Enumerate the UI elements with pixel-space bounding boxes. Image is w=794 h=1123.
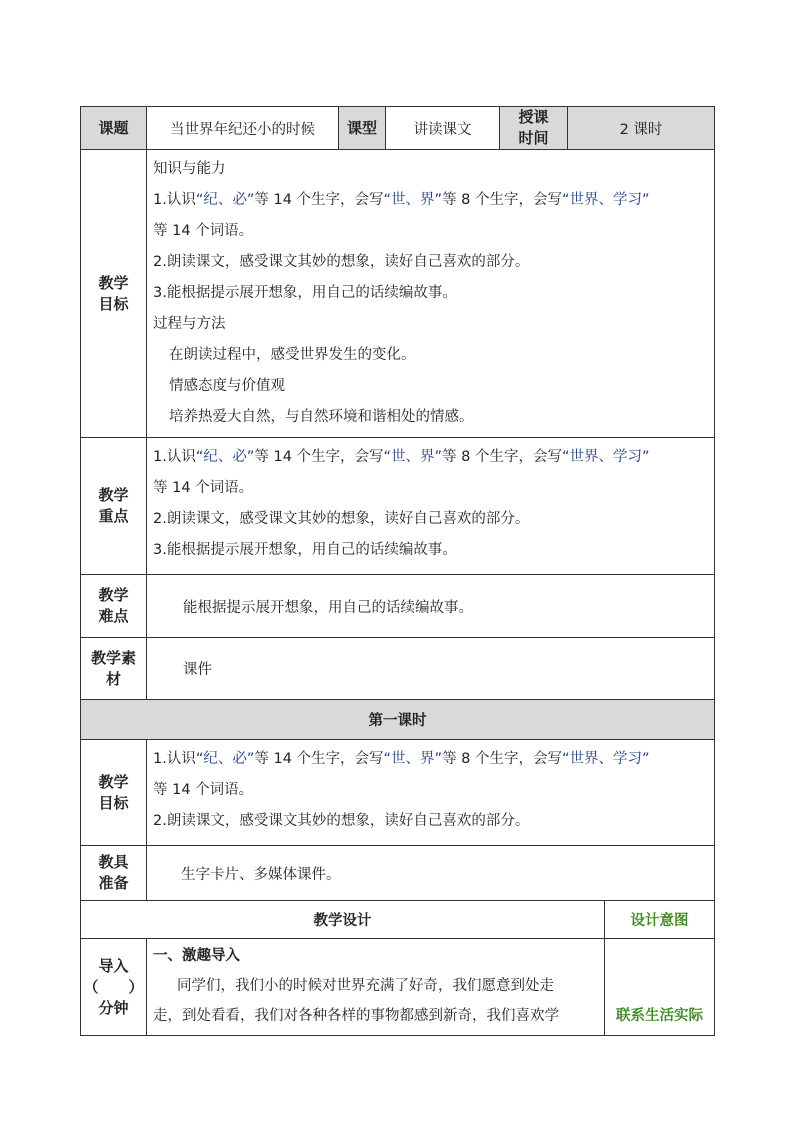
key-points-label-line2: 重点 xyxy=(98,507,129,525)
intent-text: 联系生活实际 xyxy=(605,939,715,1036)
key-points-label xyxy=(81,438,147,575)
goals-row xyxy=(81,150,715,438)
lesson1-item-1-b: “纪、必” xyxy=(195,751,255,767)
goal-item-2: 2.朗读课文，感受课文其妙的想象，读好自己喜欢的部分。 xyxy=(153,254,530,270)
lesson1-item-1-c: 等 14 个生字，会写 xyxy=(254,751,384,767)
key-item-1-c: 等 14 个生字，会写 xyxy=(254,449,384,465)
goal-item-1-c: 等 14 个生字，会写 xyxy=(254,192,384,208)
intro-label xyxy=(81,939,147,1036)
type-label: 课型 xyxy=(339,107,386,150)
tools-label xyxy=(81,846,147,901)
difficulty-label-line2: 难点 xyxy=(98,607,129,625)
key-item-1-b: “纪、必” xyxy=(195,449,255,465)
key-item-1-e: 等 8 个生字，会写 xyxy=(442,449,563,465)
intro-para-line2: 走，到处看看，我们对各种各样的事物都感到新奇，我们喜欢学 xyxy=(153,1008,559,1024)
time-label-line2: 时间 xyxy=(518,129,549,147)
time-label-line1: 授课 xyxy=(518,108,549,126)
materials-label-line2: 材 xyxy=(105,669,121,688)
lesson1-goals-row xyxy=(81,740,715,846)
time-value: 2 课时 xyxy=(568,107,715,150)
time-label xyxy=(500,107,568,150)
tools-label-line2: 准备 xyxy=(98,874,129,892)
lesson1-goals-label xyxy=(81,740,147,846)
goal-item-3: 3.能根据提示展开想象，用自己的话续编故事。 xyxy=(153,285,457,301)
goal-item-1-a: 1.认识 xyxy=(153,192,196,208)
difficulty-label xyxy=(81,575,147,638)
emotion-heading: 情感态度与价值观 xyxy=(169,378,285,394)
lesson1-item-1 xyxy=(153,744,714,775)
process-text: 在朗读过程中，感受世界发生的变化。 xyxy=(169,347,416,363)
intro-para-line1: 同学们，我们小的时候对世界充满了好奇，我们愿意到处走 xyxy=(177,978,554,994)
lesson1-item-1-a: 1.认识 xyxy=(153,751,196,767)
lesson1-item-1-d: “世、界” xyxy=(383,751,443,767)
goals-content xyxy=(147,150,715,438)
lesson1-heading: 第一课时 xyxy=(81,700,715,740)
key-points-content xyxy=(147,438,715,575)
knowledge-heading: 知识与能力 xyxy=(153,161,226,177)
key-item-3: 3.能根据提示展开想象，用自己的话续编故事。 xyxy=(153,542,457,558)
goal-item-1-e: 等 8 个生字，会写 xyxy=(442,192,563,208)
process-heading: 过程与方法 xyxy=(153,316,226,332)
lesson-plan-table xyxy=(80,106,715,1036)
tools-label-line1: 教具 xyxy=(98,853,129,871)
lesson1-item-1-f: “世界、学习” xyxy=(562,751,650,767)
lesson1-goals-label-line1: 教学 xyxy=(98,772,129,791)
type-value: 讲读课文 xyxy=(386,107,500,150)
goal-item-1-cont: 等 14 个词语。 xyxy=(153,223,254,239)
intro-content xyxy=(147,939,605,1036)
lesson1-goals-content xyxy=(147,740,715,846)
difficulty-row xyxy=(81,575,715,638)
key-item-1-cont: 等 14 个词语。 xyxy=(153,480,254,496)
lesson1-heading-row xyxy=(81,700,715,740)
lesson1-item-1-cont: 等 14 个词语。 xyxy=(153,782,254,798)
goals-label xyxy=(81,150,147,438)
intent-heading: 设计意图 xyxy=(605,901,715,939)
topic-label: 课题 xyxy=(81,107,147,150)
tools-row xyxy=(81,846,715,901)
materials-label xyxy=(81,638,147,700)
materials-text: 课件 xyxy=(147,638,715,700)
tools-text: 生字卡片、多媒体课件。 xyxy=(147,846,715,901)
goal-item-1-f: “世界、学习” xyxy=(562,192,650,208)
intro-label-line1: 导入 xyxy=(98,956,129,975)
topic-value: 当世界年纪还小的时候 xyxy=(147,107,339,150)
emotion-text: 培养热爱大自然，与自然环境和谐相处的情感。 xyxy=(169,409,474,425)
lesson1-goals-label-line2: 目标 xyxy=(98,793,129,812)
goal-item-1-b: “纪、必” xyxy=(195,192,255,208)
lesson1-item-1-e: 等 8 个生字，会写 xyxy=(442,751,563,767)
key-item-1-d: “世、界” xyxy=(383,449,443,465)
goal-item-1-d: “世、界” xyxy=(383,192,443,208)
design-heading-row xyxy=(81,901,715,939)
design-heading: 教学设计 xyxy=(81,901,605,939)
key-item-1-f: “世界、学习” xyxy=(562,449,650,465)
intro-row xyxy=(81,939,715,1036)
key-item-1 xyxy=(153,442,714,473)
goals-label-line1: 教学 xyxy=(98,273,129,292)
materials-label-line1: 教学素 xyxy=(90,648,136,667)
goal-item-1 xyxy=(153,185,714,216)
materials-row xyxy=(81,638,715,700)
difficulty-text: 能根据提示展开想象，用自己的话续编故事。 xyxy=(147,575,715,638)
key-points-label-line1: 教学 xyxy=(98,486,129,504)
key-item-1-a: 1.认识 xyxy=(153,449,196,465)
intro-section-title: 一、激趣导入 xyxy=(153,948,240,964)
intro-label-line3: 分钟 xyxy=(98,998,129,1017)
goals-label-line2: 目标 xyxy=(98,294,129,313)
key-item-2: 2.朗读课文，感受课文其妙的想象，读好自己喜欢的部分。 xyxy=(153,511,530,527)
intro-label-line2: （ ） xyxy=(83,977,144,996)
key-points-row xyxy=(81,438,715,575)
lesson1-item-2: 2.朗读课文，感受课文其妙的想象，读好自己喜欢的部分。 xyxy=(153,813,530,829)
difficulty-label-line1: 教学 xyxy=(98,586,129,604)
header-row xyxy=(81,107,715,150)
